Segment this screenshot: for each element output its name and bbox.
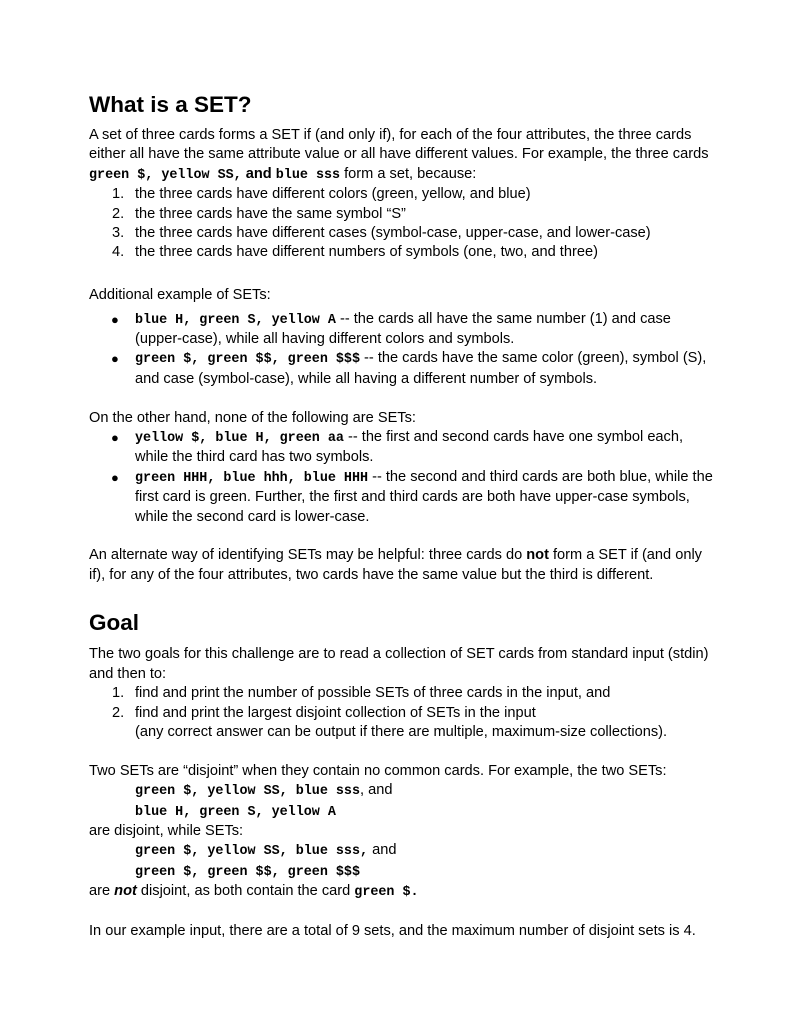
goal-intro-paragraph: The two goals for this challenge are to read a collection of SET cards from standard input (stdin) and then to:: [89, 646, 709, 682]
are-disjoint-text: are disjoint, while SETs:: [89, 822, 244, 839]
list-item: 1. the three cards have different colors (green, yellow, and blue): [112, 186, 531, 203]
bullet-icon: ●: [111, 311, 119, 327]
bullet-icon: ●: [111, 351, 119, 367]
additional-examples-title: Additional example of SETs:: [89, 287, 271, 304]
reasons-list: [89, 185, 719, 263]
list-item: ● blue H, green S, yellow A -- the cards all have the same number (1) and case (upper-case), while all having different colors and symbols.: [111, 310, 671, 348]
additional-examples-list: [89, 310, 719, 390]
disjoint-intro: Two SETs are “disjoint” when they contain no common cards. For example, the two SETs:: [89, 762, 667, 779]
list-item: 2. the three cards have the same symbol “S”: [112, 205, 406, 222]
list-item: 2. find and print the largest disjoint collection of SETs in the input: [112, 704, 536, 721]
non-sets-list: [89, 428, 719, 527]
not-disjoint-text: are not disjoint, as both contain the card green $.: [89, 883, 419, 901]
non-sets-title: On the other hand, none of the following are SETs:: [89, 409, 416, 426]
disjoint-example-1-line-2: blue H, green S, yellow A: [135, 804, 336, 820]
disjoint-example-2-line-1: green $, yellow SS, blue sss, and: [135, 842, 397, 860]
alternate-identification-paragraph: An alternate way of identifying SETs may be helpful: three cards do not form a SET if (and only if), for any of the four attributes, two cards have the same value but the third is different.: [89, 547, 702, 583]
list-item: ● green $, green $$, green $$$ -- the cards have the same color (green), symbol (S), and case (symbol-case), while all having a different number of symbols.: [111, 350, 707, 387]
bullet-icon: ●: [111, 469, 119, 485]
list-item: ● yellow $, blue H, green aa -- the first and second cards have one symbol each, while the third card has two symbols.: [111, 429, 684, 466]
final-summary-paragraph: In our example input, there are a total of 9 sets, and the maximum number of disjoint sets is 4.: [89, 922, 696, 939]
heading-what-is-a-set: What is a SET?: [89, 92, 252, 117]
disjoint-example-1-line-1: green $, yellow SS, blue sss, and: [135, 782, 393, 800]
list-item: 1. find and print the number of possible SETs of three cards in the input, and: [112, 685, 611, 702]
bullet-icon: ●: [111, 430, 119, 446]
document-content: [89, 90, 719, 941]
disjoint-example-2-line-2: green $, green $$, green $$$: [135, 864, 360, 880]
goals-list: [89, 684, 719, 723]
list-item: 4. the three cards have different numbers of symbols (one, two, and three): [112, 244, 598, 261]
set-definition-paragraph: A set of three cards forms a SET if (and only if), for each of the four attributes, the three cards either all have the same attribute value or all have different values. For example, the three cards green $, yellow SS, and blue sss form a set, because:: [89, 127, 709, 183]
list-item: 3. the three cards have different cases (symbol-case, upper-case, and lower-case): [112, 225, 651, 242]
goal-note: (any correct answer can be output if there are multiple, maximum-size collections).: [135, 723, 668, 740]
heading-goal: Goal: [89, 610, 140, 636]
list-item: ● green HHH, blue hhh, blue HHH -- the second and third cards are both blue, while the first card is green. Further, the first and third cards are both have upper-case symbols, while the second card is lower-case.: [111, 468, 713, 525]
